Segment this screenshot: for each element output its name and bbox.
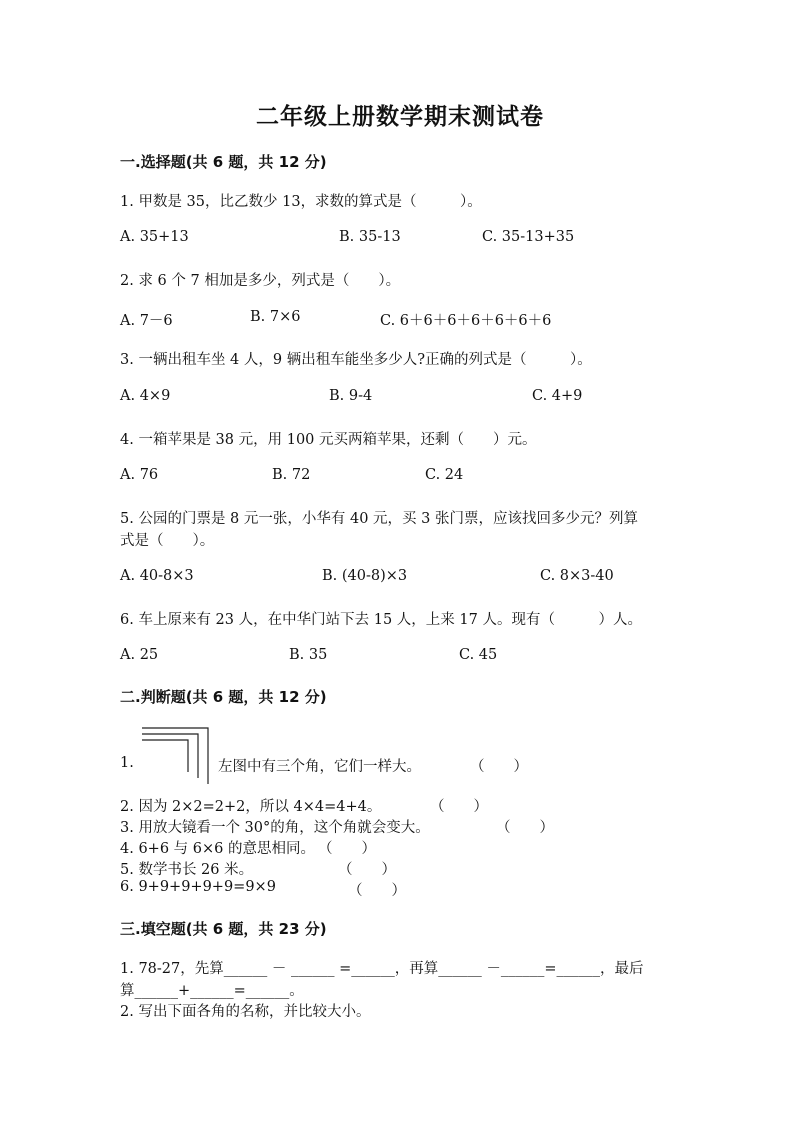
judge-1-text: 左图中有三个角，它们一样大。: [218, 759, 421, 775]
fill-1-line2: 算______+______=______。: [120, 983, 304, 999]
option-1-6-a: A. 25: [120, 647, 159, 663]
option-1-6-c: C. 45: [459, 647, 498, 663]
judge-5-text: 5. 数学书长 26 米。: [120, 862, 254, 878]
question-1-4: 4. 一箱苹果是 38 元，用 100 元买两箱苹果，还剩（ ）元。: [120, 432, 537, 448]
section-3-heading: 三.填空题(共 6 题，共 23 分): [120, 920, 327, 938]
option-1-2-c: C. 6＋6＋6＋6＋6＋6＋6: [380, 313, 552, 329]
option-1-3-c: C. 4+9: [532, 388, 583, 404]
option-1-1-b: B. 35-13: [339, 229, 401, 245]
judge-2-text: 2. 因为 2×2=2+2，所以 4×4=4+4。: [120, 799, 382, 815]
option-1-5-a: A. 40-8×3: [120, 568, 194, 584]
judge-6-text: 6. 9+9+9+9+9=9×9: [120, 879, 276, 895]
question-1-1: 1. 甲数是 35，比乙数少 13，求数的算式是（ ）。: [120, 194, 482, 210]
judge-1-blank[interactable]: （ ）: [470, 759, 528, 775]
option-1-5-b: B. (40-8)×3: [322, 568, 408, 584]
question-1-2: 2. 求 6 个 7 相加是多少，列式是（ ）。: [120, 273, 401, 289]
question-1-5-line2: 式是（ ）。: [120, 533, 215, 549]
option-1-1-c: C. 35-13+35: [482, 229, 575, 245]
option-1-2-b: B. 7×6: [250, 309, 301, 325]
angle-inner: [142, 740, 188, 772]
judge-1-number: 1.: [120, 755, 134, 771]
option-1-4-c: C. 24: [425, 467, 464, 483]
question-1-5-line1: 5. 公园的门票是 8 元一张，小华有 40 元，买 3 张门票，应该找回多少元？列算: [120, 511, 638, 527]
option-1-1-a: A. 35+13: [120, 229, 189, 245]
option-1-2-a: A. 7－6: [120, 313, 173, 329]
judge-4-text: 4. 6+6 与 6×6 的意思相同。: [120, 841, 315, 857]
option-1-4-a: A. 76: [120, 467, 159, 483]
judge-3-blank[interactable]: （ ）: [496, 820, 554, 836]
judge-6-blank[interactable]: （ ）: [348, 883, 406, 899]
option-1-3-a: A. 4×9: [120, 388, 171, 404]
section-2-heading: 二.判断题(共 6 题，共 12 分): [120, 688, 327, 706]
question-1-6: 6. 车上原来有 23 人，在中华门站下去 15 人，上来 17 人。现有（ ）人。: [120, 612, 642, 628]
page-title: 二年级上册数学期末测试卷: [256, 103, 544, 130]
judge-2-blank[interactable]: （ ）: [430, 799, 488, 815]
judge-5-blank[interactable]: （ ）: [338, 862, 396, 878]
three-angles-figure: [138, 726, 214, 786]
fill-2-text: 2. 写出下面各角的名称，并比较大小。: [120, 1004, 371, 1020]
option-1-6-b: B. 35: [289, 647, 328, 663]
judge-4-blank[interactable]: （ ）: [318, 841, 376, 857]
option-1-5-c: C. 8×3-40: [540, 568, 614, 584]
option-1-3-b: B. 9-4: [329, 388, 373, 404]
section-1-heading: 一.选择题(共 6 题，共 12 分): [120, 153, 327, 171]
question-1-3: 3. 一辆出租车坐 4 人，9 辆出租车能坐多少人?正确的列式是（ ）。: [120, 352, 592, 368]
judge-3-text: 3. 用放大镜看一个 30°的角，这个角就会变大。: [120, 820, 430, 836]
fill-1-line1: 1. 78-27，先算______ － ______ =______，再算______ －______=______，最后: [120, 961, 644, 977]
option-1-4-b: B. 72: [272, 467, 311, 483]
